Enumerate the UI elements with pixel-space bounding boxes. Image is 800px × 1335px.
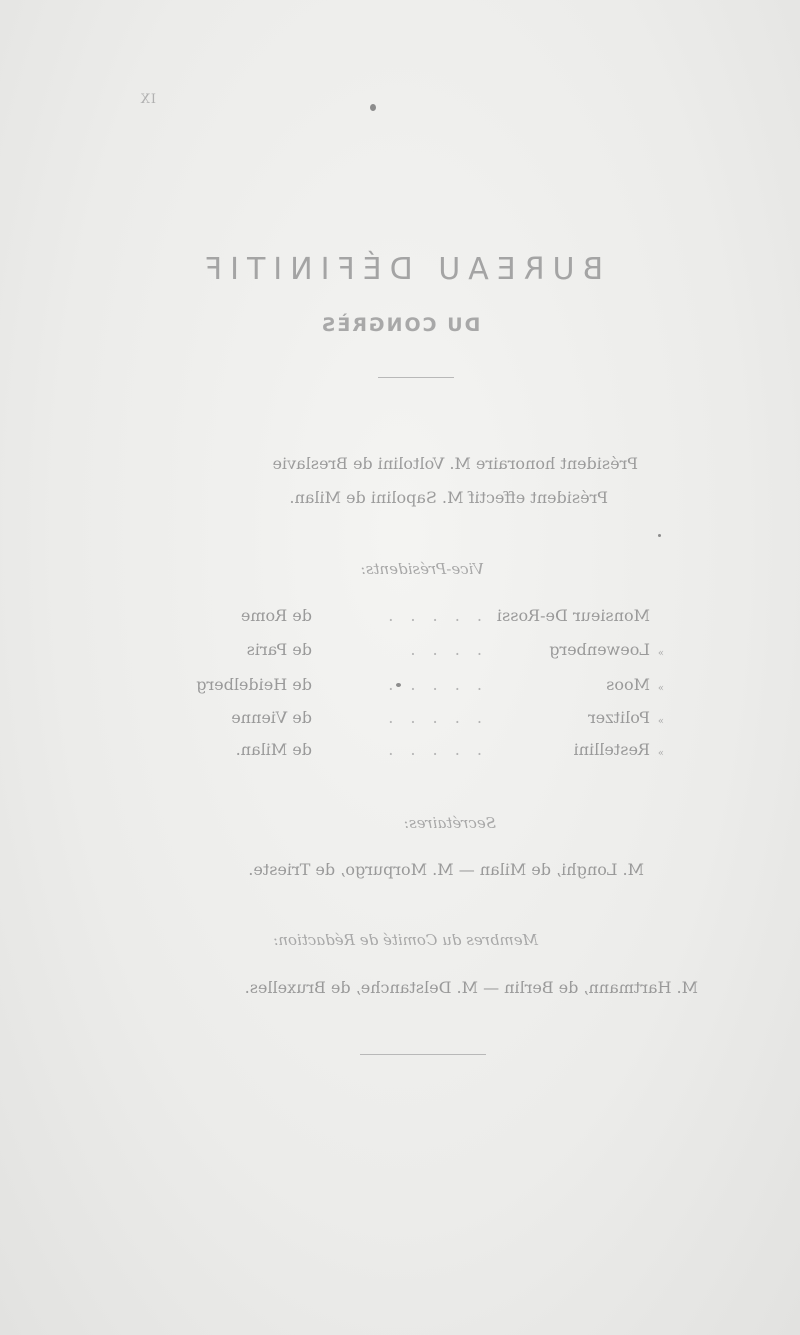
vice-president-row xyxy=(150,606,650,630)
secretaries-heading: Secrétaires: xyxy=(403,814,496,832)
leader-dots: . . . . . xyxy=(382,606,482,625)
vice-president-city: de Milan. xyxy=(235,740,312,759)
vice-president-row xyxy=(150,640,664,664)
leader-dots: . . . . . xyxy=(382,740,482,759)
divider-rule xyxy=(360,1054,486,1055)
effective-president: Président effectif M. Sapolini de Milan. xyxy=(289,488,608,507)
page-subtitle: DU CONGRÈS xyxy=(319,314,481,336)
vice-president-name: Moos xyxy=(606,675,650,694)
ditto-mark: » xyxy=(657,748,664,759)
vice-president-name: Loewenberg xyxy=(549,640,650,659)
vice-president-row xyxy=(150,708,664,732)
vice-president-row xyxy=(150,675,664,699)
vice-president-city: de Rome xyxy=(240,606,312,625)
vice-president-name: Politzer xyxy=(588,708,650,727)
editorial-committee-line: M. Hartmann, de Berlin — M. Delstanche, de Bruxelles. xyxy=(244,978,698,997)
vice-president-city: de Heidelberg xyxy=(196,675,312,694)
ditto-mark: » xyxy=(657,648,664,659)
page-title: BUREAU DÉFINITIF xyxy=(196,252,604,287)
divider-rule xyxy=(378,377,454,378)
vice-president-row xyxy=(150,740,664,764)
page-number: IX xyxy=(139,92,156,107)
vice-president-city: de Vienne xyxy=(231,708,312,727)
secretaries-line: M. Longhi, de Milan — M. Morpurgo, de Trieste. xyxy=(248,860,644,879)
vice-president-city: de Paris xyxy=(246,640,312,659)
leader-dots: . . . . . xyxy=(382,708,482,727)
vice-president-name: Restellini xyxy=(573,740,650,759)
leader-dots: . . . . xyxy=(404,640,482,659)
vice-president-name: Monsieur De-Rossi xyxy=(496,606,650,625)
editorial-committee-heading: Membres du Comité de Rédaction: xyxy=(273,931,538,949)
ditto-mark: » xyxy=(657,683,664,694)
ditto-mark: » xyxy=(657,716,664,727)
honorary-president: Président honoraire M. Voltolini de Breslavie xyxy=(272,454,638,473)
vice-presidents-heading: Vice-Présidents: xyxy=(360,560,484,578)
leader-dots: . . . . . xyxy=(382,675,482,694)
